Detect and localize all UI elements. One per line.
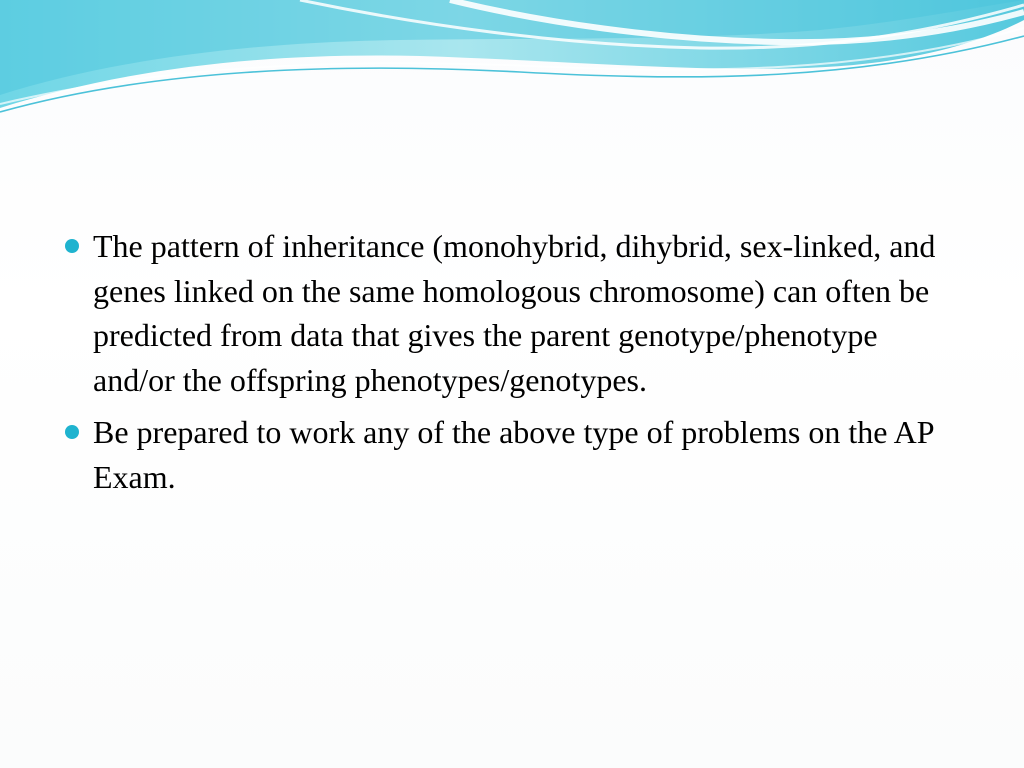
header-wave-decoration	[0, 0, 1024, 130]
bullet-item	[62, 410, 962, 499]
bullet-dot-icon	[65, 239, 79, 253]
bullet-text: Be prepared to work any of the above type of problems on the AP Exam.	[93, 414, 934, 495]
bullet-item	[62, 224, 962, 402]
slide-body	[62, 224, 962, 507]
bullet-list	[62, 224, 962, 499]
bullet-dot-icon	[65, 425, 79, 439]
bullet-text: The pattern of inheritance (monohybrid, dihybrid, sex-linked, and genes linked on the same homologous chromosome) can often be predicted from data that gives the parent genotype/phenotype and/or the offspring phenotypes/genotypes.	[93, 228, 936, 398]
